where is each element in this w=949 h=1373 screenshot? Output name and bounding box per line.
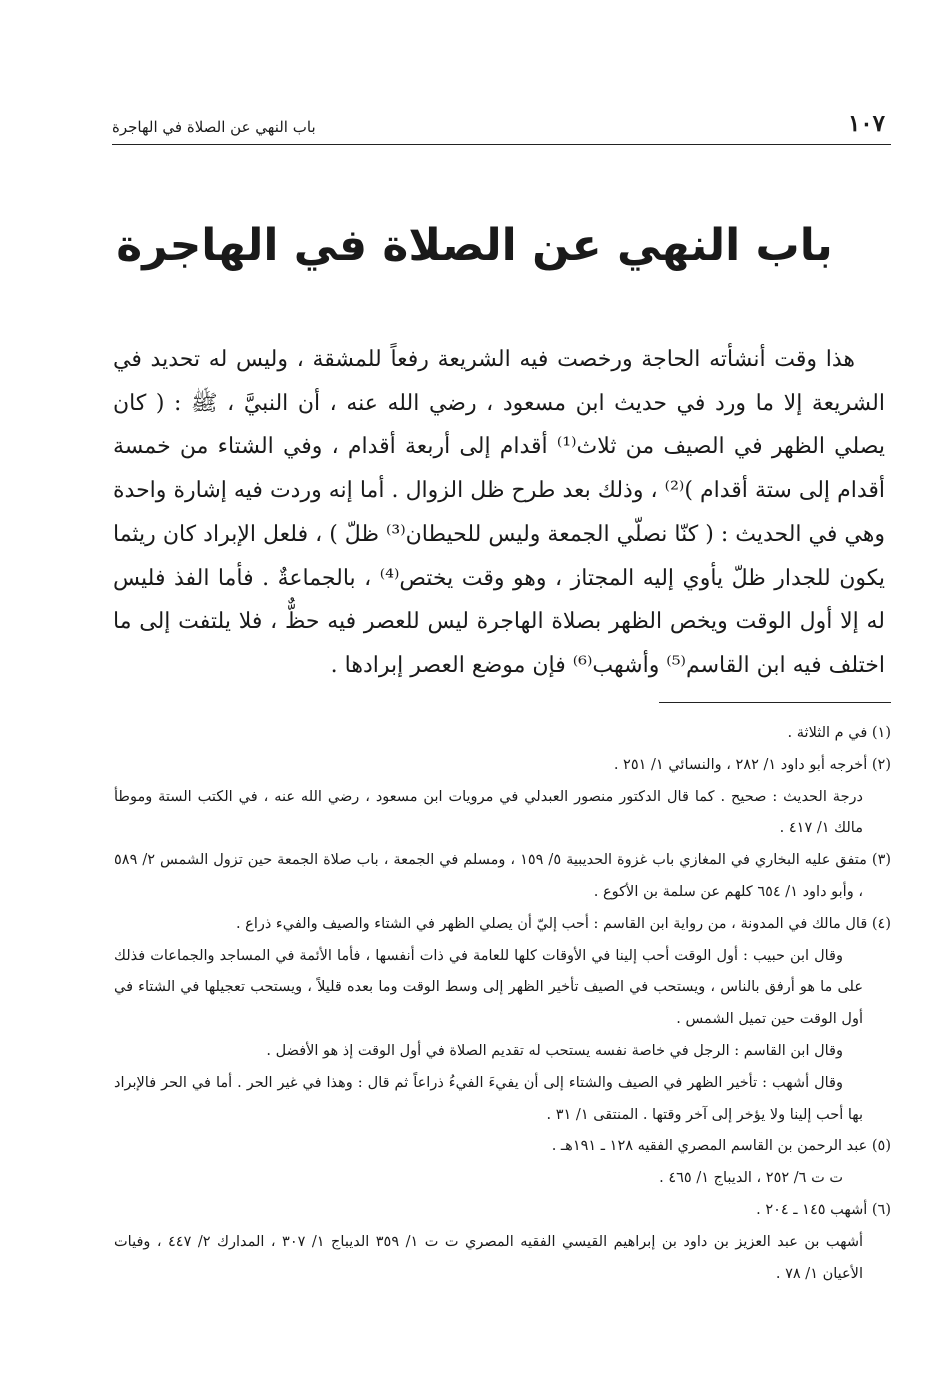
page-number: ١٠٧ bbox=[847, 110, 885, 137]
footnote-6-note: أشهب بن عبد العزيز بن داود بن إبراهيم القيسي الفقيه المصري ت ت ١/ ٣٥٩ الديباج ١/ ٣٠٧ ، المدارك ٢/ ٤٤٧ ، وفيات الأعيان ١/ ٧٨ . bbox=[114, 1233, 864, 1282]
footnote-2-note: درجة الحديث : صحيح . كما قال الدكتور منصور العبدلي في مرويات ابن مسعود ، رضي الله عنه ، في الكتب الستة وموطأ مالك ١/ ٤١٧ . bbox=[114, 788, 863, 837]
footnote-5-note: ت ت ٦/ ٢٥٢ ، الديباج ١/ ٤٦٥ . bbox=[659, 1170, 843, 1187]
footnote-4-ibn-habib: وقال ابن حبيب : أول الوقت أحب إلينا في الأوقات كلها للعامة في ذات أنفسها ، فأما الأئمة في المساجد والجماعات فذلك على ما هو أرفق بالناس ، ويستحب في الصيف تأخير الظهر إلى وسط الوقت وما بعده قليلاً ، ويستحب تعجيلها في الشتاء في أول الوقت حين تميل الشمس . bbox=[114, 947, 863, 1028]
footnote-4-ibn-qasim: وقال ابن القاسم : الرجل في خاصة نفسه يستحب له تقديم الصلاة في أول الوقت إذ هو الأفضل . bbox=[266, 1042, 843, 1059]
running-title: باب النهي عن الصلاة في الهاجرة bbox=[112, 118, 316, 136]
running-header bbox=[112, 110, 891, 145]
footnote-3: (٣) متفق عليه البخاري في المغازي باب غزوة الحديبية ٥/ ١٥٩ ، ومسلم في الجمعة ، باب صلاة الجمعة حين تزول الشمس ٢/ ٥٨٩ ، وأبو داود ١/ ٦٥٤ كلهم عن سلمة بن الأكوع . bbox=[114, 852, 892, 900]
footnote-4: (٤) قال مالك في المدونة ، من رواية ابن القاسم : أحب إليّ أن يصلي الظهر في الشتاء والصيف والفيء ذراع . bbox=[235, 915, 891, 932]
footnote-5: (٥) عبد الرحمن بن القاسم المصري الفقيه ١٢٨ ـ ١٩١هـ . bbox=[551, 1138, 891, 1155]
footnote-separator bbox=[659, 702, 891, 703]
chapter-title: باب النهي عن الصلاة في الهاجرة bbox=[116, 220, 833, 271]
footnote-1: (١) في م الثلاثة . bbox=[787, 725, 891, 741]
footnote-4-ashhab: وقال أشهب : تأخير الظهر في الصيف والشتاء إلى أن يفيءَ الفيءُ ذراعاً ثم قال : وهذا في غير الحر . أما في الحر فالإبراد بها أحب إلينا ولا يؤخر إلى آخر وقتها . المنتقى ١/ ٣١ . bbox=[114, 1074, 863, 1123]
footnote-2: (٢) أخرجه أبو داود ١/ ٢٨٢ ، والنسائي ١/ ٢٥١ . bbox=[613, 756, 891, 773]
body-text bbox=[113, 338, 885, 688]
footnote-6: (٦) أشهب ١٤٥ ـ ٢٠٤ . bbox=[756, 1201, 891, 1218]
footnotes bbox=[114, 718, 891, 1290]
body-paragraph: هذا وقت أنشأته الحاجة ورخصت فيه الشريعة رفعاً للمشقة ، وليس له تحديد في الشريعة إلا ما ورد في حديث ابن مسعود ، رضي الله عنه ، أن النبيَّ ، ﷺ : ( كان يصلي الظهر في الصيف من ثلاث⁽¹⁾ أقدام إلى أربعة أقدام ، وفي الشتاء من خمسة أقدام إلى ستة أقدام )⁽²⁾ ، وذلك بعد طرح ظل الزوال . أما إنه وردت فيه إشارة واحدة وهي في الحديث : ( كنّا نصلّي الجمعة وليس للحيطان⁽³⁾ ظلّ ) ، فلعل الإبراد كان ريثما يكون للجدار ظلّ يأوي إليه المجتاز ، وهو وقت يختص⁽⁴⁾ ، بالجماعةٌ . فأما الفذ فليس له إلا أول الوقت ويخص الظهر بصلاة الهاجرة ليس للعصر فيه حظٌّ ، فلا يلتفت إلى ما اختلف فيه ابن القاسم⁽⁵⁾ وأشهب⁽⁶⁾ فإن موضع العصر إبرادها . bbox=[113, 347, 886, 678]
